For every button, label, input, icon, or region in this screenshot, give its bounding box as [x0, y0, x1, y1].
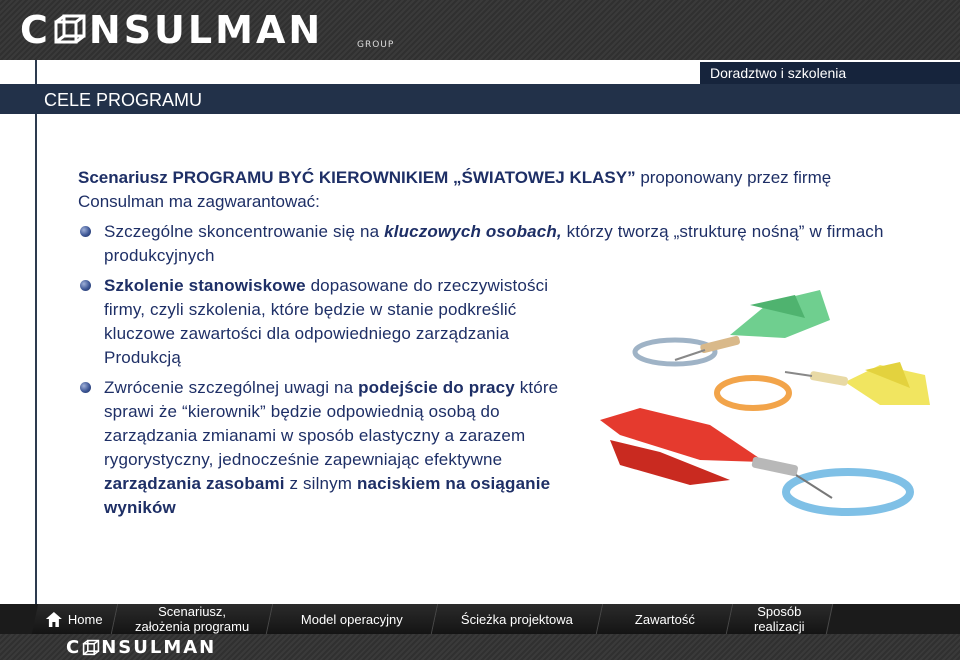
bullet2-bold: Szkolenie stanowiskowe — [104, 276, 306, 295]
nav-scenario[interactable] — [112, 604, 273, 634]
nav-content[interactable] — [597, 604, 733, 634]
bullet1-emphasis: kluczowych osobach, — [384, 222, 562, 241]
footer-logo-bar — [0, 634, 960, 660]
darts-illustration — [580, 280, 940, 520]
bottom-navigation-bar — [0, 604, 960, 634]
slide-title-bar — [0, 84, 960, 114]
nav-scenario-label-2: założenia programu — [134, 619, 250, 634]
bullet3-text1: Zwrócenie szczególnej uwagi na — [104, 378, 359, 397]
nav-method-label-1: Sposób — [757, 604, 802, 619]
cube-logo-icon — [82, 639, 100, 657]
nav-model-label: Model operacyjny — [301, 611, 403, 627]
cube-logo-icon — [53, 13, 87, 47]
left-divider-line — [35, 60, 37, 610]
list-item — [78, 274, 574, 370]
bullet1-text1: Szczególne skoncentrowanie się na — [104, 222, 385, 241]
list-item — [78, 376, 574, 520]
intro-rest: proponowany przez firmę Consulman ma zagwarantować: — [78, 168, 832, 211]
intro-paragraph — [78, 166, 908, 214]
green-dart — [675, 290, 830, 360]
bullet3-bold1: podejście do pracy — [358, 378, 515, 397]
nav-method-label-2: realizacji — [754, 619, 805, 634]
ring-blue — [786, 472, 910, 512]
nav-model[interactable] — [267, 604, 438, 634]
tagline-bar — [700, 62, 960, 84]
intro-bold: Scenariusz PROGRAMU BYĆ KIEROWNIKIEM „ŚWIATOWEJ KLASY” — [78, 168, 636, 187]
footer-logo-letter: C — [66, 637, 82, 658]
ring-orange — [717, 378, 789, 408]
bullet3-text5: z silnym — [284, 474, 357, 493]
tagline: Doradztwo i szkolenia — [710, 65, 847, 81]
nav-menu — [35, 604, 960, 634]
bullet-icon — [80, 382, 91, 393]
slide-title: CELE PROGRAMU — [44, 90, 203, 110]
nav-method[interactable] — [727, 604, 833, 634]
nav-home-label: Home — [68, 611, 103, 627]
bullet3-text3: które sprawi że “kierownik” będzie odpowiednią osobą do zarządzania zmianami w sposób elastyczny a zarazem rygorystyczny, jednocześnie zapewniając efektywne — [104, 378, 559, 469]
bullet2-text: dopasowane do rzeczywistości firmy, czyli szkolenia, które będzie w stanie podkreślić kluczowe zawartości dla odpowiedniego zarządzania Produkcją — [104, 276, 549, 367]
footer-logo — [66, 637, 216, 658]
home-icon — [46, 612, 62, 627]
bullet-icon — [80, 280, 91, 291]
nav-scenario-label-1: Scenariusz, — [158, 604, 226, 619]
header-logo-bar — [0, 0, 960, 60]
nav-path-label: Ścieżka projektowa — [461, 611, 573, 627]
bullet-icon — [80, 226, 91, 237]
bullet3-bold2: zarządzania zasobami — [104, 474, 285, 493]
bullet1-text3: którzy tworzą „strukturę nośną” w firmach produkcyjnych — [104, 222, 884, 265]
yellow-dart — [785, 362, 930, 405]
list-item — [78, 220, 904, 268]
nav-project-path[interactable] — [432, 604, 603, 634]
nav-home[interactable] — [32, 604, 118, 634]
logo-word: NSULMAN — [88, 8, 324, 52]
nav-content-label: Zawartość — [634, 611, 695, 627]
bullet3-bold3: naciskiem na osiąganie wyników — [104, 474, 551, 517]
footer-logo-word: NSULMAN — [101, 637, 217, 658]
logo-group-label: GROUP — [357, 40, 395, 50]
consulman-logo — [20, 8, 323, 52]
logo-letter-c: C — [20, 8, 51, 52]
